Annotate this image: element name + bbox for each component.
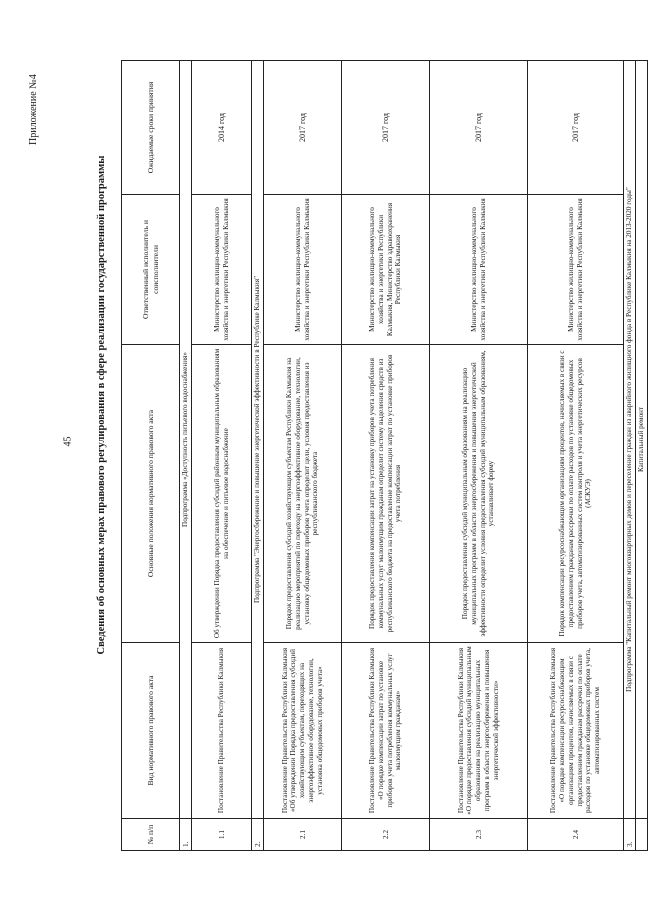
header-executor: Ответственный исполнитель и соисполнители: [122, 195, 180, 345]
act-content: Порядок предоставления субсидий муниципальным образованиям на реализацию муниципальных программ в области энергосбережения и повышения энергетической эффективности определит условия предоставления субсидий муниципальным образованиям, устанавливает форму: [430, 345, 528, 643]
row-number: 2.2: [342, 819, 430, 851]
act-kind: Постановление Правительства Республики Калмыкия «Об утверждении Порядка предоставления субсидий хозяйствующим субъектам, переходящих на энергоэффективное оборудование, технологии, установка общедомовых приборов учета»: [264, 643, 342, 819]
header-content: Основные положения нормативного правового акта: [122, 345, 180, 643]
table-row: [192, 61, 252, 851]
act-executor: Министерство жилищно-коммунального хозяйства и энергетики Республики Калмыкия: [264, 195, 342, 345]
act-deadline: 2017 год: [528, 61, 624, 195]
row-number: 2.3: [430, 819, 528, 851]
act-kind: Постановление Правительства Республики Калмыкия «О порядке компенсации ресурсоснабжающим организациям процентов, начисляемых в связи с предоставлением гражданам рассрочки по оплате расходов по установке общедомовых приборов учета, автоматизированных систем: [528, 643, 624, 819]
section-row: [624, 61, 636, 851]
section-title: Подпрограмма "Капитальный ремонт многоквартирных домов и переселение граждан из аварийного жилищного фонда в Республике Калмыкия на 2013-2020 годы": [624, 61, 636, 819]
section-number: 3.: [624, 819, 636, 851]
act-deadline: 2017 год: [264, 61, 342, 195]
act-executor: Министерство жилищно-коммунального хозяйства и энергетики Республики Калмыкия, Министерство здравоохранения Республики Калмыкия: [342, 195, 430, 345]
appendix-label: Приложение №4: [28, 74, 39, 145]
act-deadline: 2017 год: [342, 61, 430, 195]
section-row: [180, 61, 192, 851]
subheading-row: [636, 61, 648, 851]
table-row: [528, 61, 624, 851]
act-executor: Министерство жилищно-коммунального хозяйства и энергетики Республики Калмыкия: [430, 195, 528, 345]
section-title: Подпрограмма «Доступность питьевого водоснабжения»: [180, 61, 192, 819]
act-kind: Постановление Правительства Республики Калмыкия «О порядке предоставления субсидий муниципальным образованиям на реализацию муниципальных программ в области энергосбережения и повышения энергетической эффективности»: [430, 643, 528, 819]
act-deadline: 2017 год: [430, 61, 528, 195]
row-number: 2.1: [264, 819, 342, 851]
section-row: [252, 61, 264, 851]
table-header-row: [122, 61, 180, 851]
header-kind: Вид нормативного правового акта: [122, 643, 180, 819]
act-content: Об утверждении Порядка предоставления субсидий районным муниципальным образованиям на обеспечение и питьевое водоснабжение: [192, 345, 252, 643]
act-content: Порядок компенсации ресурсоснабжающим организациям процентов, начисляемых в связи с предоставлением гражданам рассрочки по оплате расходов по установке общедомовых приборов учета, автоматизированных систем контроля и учета энергетических ресурсов (АСКУЭ): [528, 345, 624, 643]
document-title: Сведения об основных мерах правового регулирования в сфере реализации государственной программы: [96, 155, 107, 655]
act-executor: Министерство жилищно-коммунального хозяйства и энергетики Республики Калмыкия: [528, 195, 624, 345]
act-kind: Постановление Правительства Республики Калмыкия: [192, 643, 252, 819]
table-row: [342, 61, 430, 851]
act-content: Порядок предоставления компенсации затрат на установку приборов учета потребления коммунальных услуг малоимущим гражданам определит систему выделения средств из республиканского бюджета на предоставление компенсации затрат по установке приборов учета потребления: [342, 345, 430, 643]
measures-table: [121, 60, 648, 851]
row-number: 1.1: [192, 819, 252, 851]
act-content: Порядок предоставления субсидий хозяйствующим субъектам Республики Калмыкия на реализацию мероприятий по переходу на энергоэффективное оборудование, технологии, установку общедомовых приборов учета определит цели, условия предоставления из республиканского бюджета: [264, 345, 342, 643]
act-deadline: 2014 год: [192, 61, 252, 195]
row-number: 2.4: [528, 819, 624, 851]
header-deadline: Ожидаемые сроки принятия: [122, 61, 180, 195]
section-number: 2.: [252, 819, 264, 851]
table-row: [264, 61, 342, 851]
section-title: Подпрограмма "Энергосбережение и повышение энергетической эффективности в Республике Калмыкия": [252, 61, 264, 819]
header-num: № п/п: [122, 819, 180, 851]
page-number: 45: [62, 436, 74, 447]
section-number: 1.: [180, 819, 192, 851]
subheading: Капитальный ремонт: [636, 61, 648, 819]
act-kind: Постановление Правительства Республики Калмыкия «О порядке компенсации затрат по установке приборов учета потребления коммунальных услуг малоимущим гражданам»: [342, 643, 430, 819]
table-row: [430, 61, 528, 851]
act-executor: Министерство жилищно-коммунального хозяйства и энергетики Республики Калмыкия: [192, 195, 252, 345]
